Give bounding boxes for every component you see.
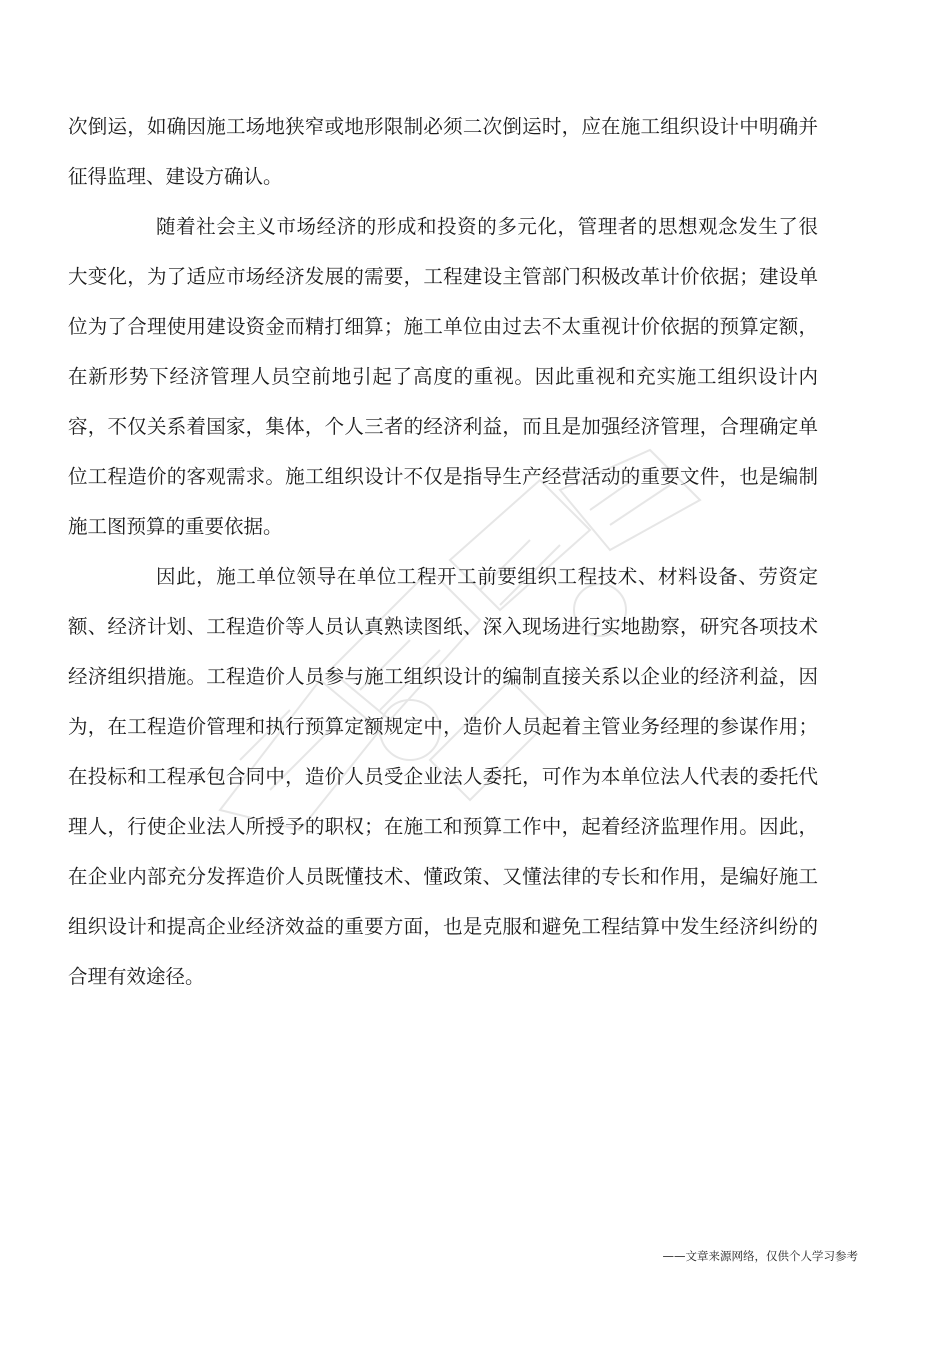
- paragraph-3: 因此，施工单位领导在单位工程开工前要组织工程技术、材料设备、劳资定额、经济计划、工程造价等人员认真熟读图纸、深入现场进行实地勘察，研究各项技术经济组织措施。工程造价人员参与施工组织设计的编制直接关系以企业的经济利益，因为，在工程造价管理和执行预算定额规定中，造价人员起着主管业务经理的参谋作用；在投标和工程承包合同中，造价人员受企业法人委托，可作为本单位法人代表的委托代理人，行使企业法人所授予的职权；在施工和预算工作中，起着经济监理作用。因此，在企业内部充分发挥造价人员既懂技术、懂政策、又懂法律的专长和作用，是编好施工组织设计和提高企业经济效益的重要方面，也是克服和避免工程结算中发生经济纠纷的合理有效途径。: [68, 565, 818, 988]
- paragraph-2: 随着社会主义市场经济的形成和投资的多元化，管理者的思想观念发生了很大变化，为了适应市场经济发展的需要，工程建设主管部门积极改革计价依据；建设单位为了合理使用建设资金而精打细算；施工单位由过去不太重视计价依据的预算定额，在新形势下经济管理人员空前地引起了高度的重视。因此重视和充实施工组织设计内容，不仅关系着国家，集体，个人三者的经济利益，而且是加强经济管理，合理确定单位工程造价的客观需求。施工组织设计不仅是指导生产经营活动的重要文件，也是编制施工图预算的重要依据。: [68, 215, 818, 538]
- document-body: [68, 102, 818, 1002]
- paragraph-1: 次倒运，如确因施工场地狭窄或地形限制必须二次倒运时，应在施工组织设计中明确并征得监理、建设方确认。: [68, 115, 818, 188]
- footer-source-note: ——文章来源网络，仅供个人学习参考: [662, 1249, 858, 1263]
